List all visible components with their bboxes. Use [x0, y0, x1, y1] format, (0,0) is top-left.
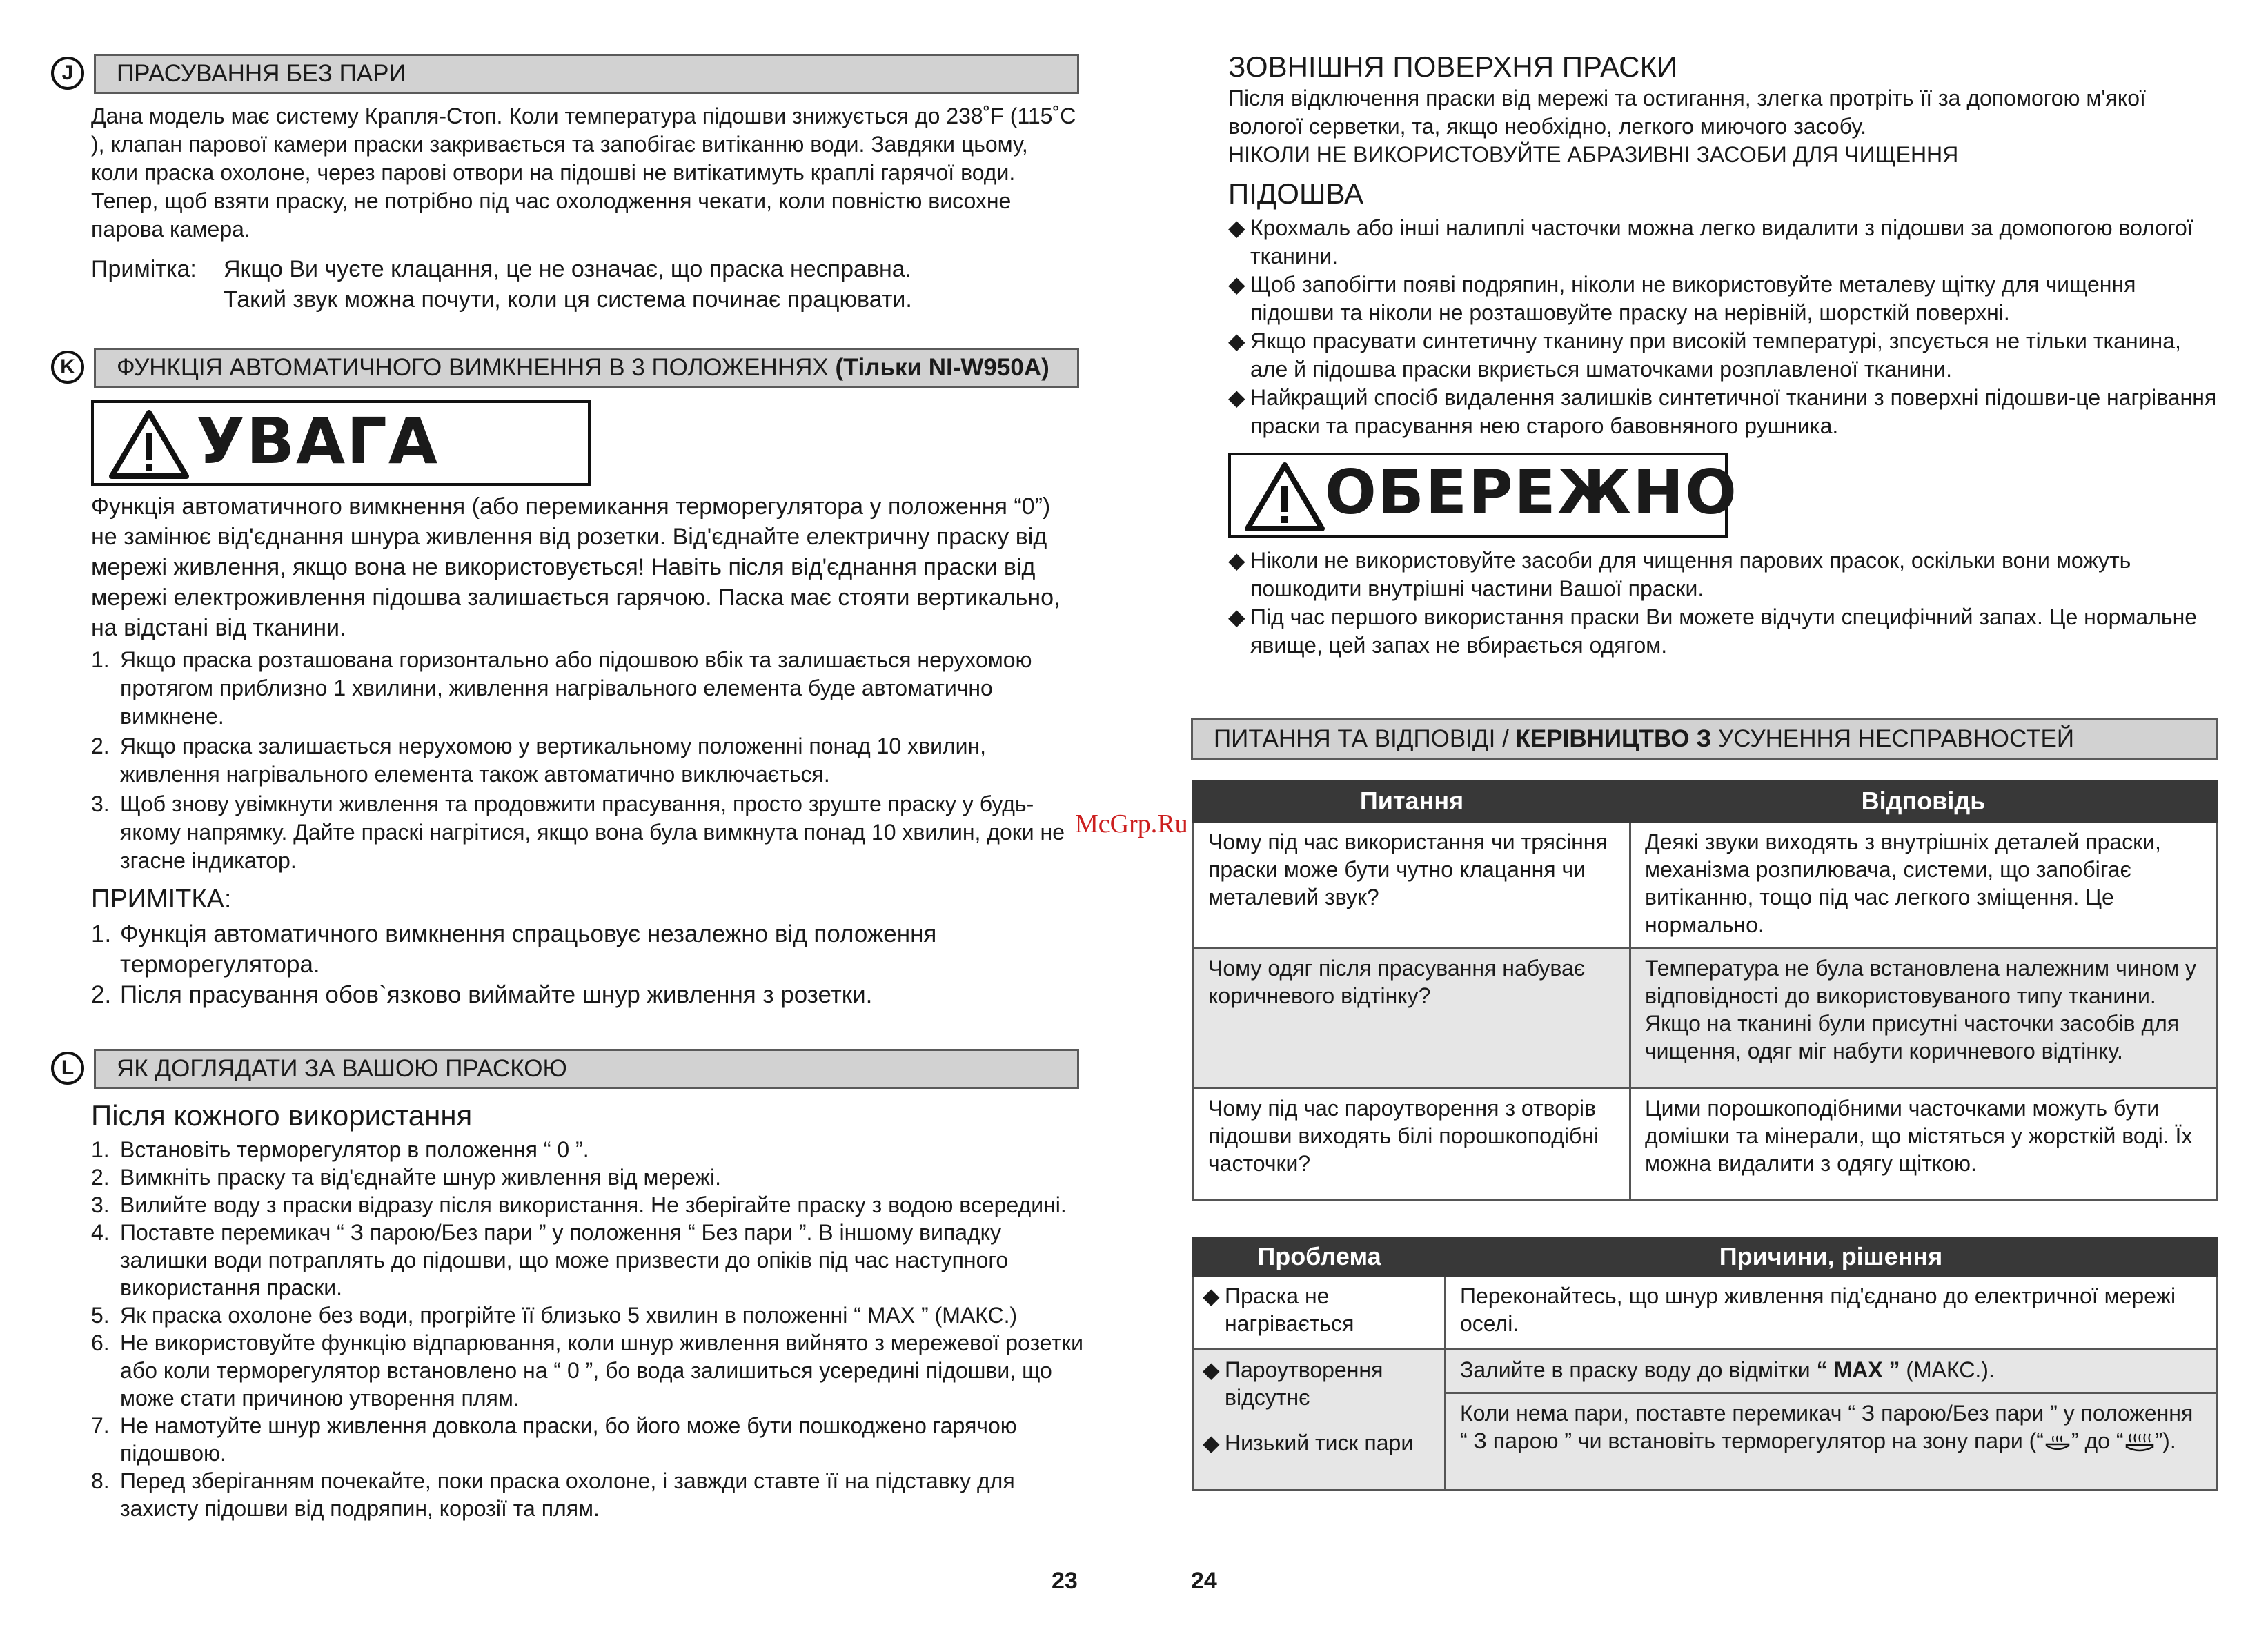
list-item: 5. Як праска охолоне без води, прогрійте її близько 5 хвилин в положенні “ MAX ” (МАКС.)	[91, 1303, 1018, 1328]
col-answer: Відповідь	[1630, 781, 2217, 822]
caution-box	[1228, 453, 1738, 538]
col-solution: Причини, рішення	[1446, 1238, 2217, 1276]
section-k-header	[94, 348, 1079, 388]
solution-1: Переконайтесь, що шнур живлення під'єднано до електричної мережі оселі.	[1446, 1276, 2217, 1350]
soleplate-list	[1228, 214, 2222, 440]
warning-triangle-icon	[108, 409, 190, 480]
faq-title-1: ПИТАННЯ ТА ВІДПОВІДІ /	[1214, 725, 1509, 752]
warning-word: УВАГА	[196, 404, 440, 478]
col-question: Питання	[1194, 781, 1630, 822]
problem-1: ◆ Праска не нагрівається	[1194, 1276, 1446, 1350]
faq-a3: Цими порошкоподібними часточками можуть бути домішки та мінерали, що містяться у жорсткій воді. Їх можна видалити з одягу щіткою.	[1630, 1088, 2217, 1201]
section-j-header	[94, 54, 1079, 94]
warning-box	[91, 400, 591, 486]
list-item: ◆ Під час першого використання праски Ви можете відчути специфічний запах. Це нормальне явище, цей запах не вбирається одягом.	[1228, 604, 2198, 658]
care-subtitle: Після кожного використання	[91, 1099, 473, 1132]
auto-off-list	[91, 646, 1078, 875]
list-item: 3. Щоб знову увімкнути живлення та продовжити прасування, просто зруште праску у будь-якому напрямку. Дайте праскі нагрітися, якщо вона була вимкнута понад 10 хвилин, доки не згасне індикатор.	[91, 791, 1065, 873]
faq-a1: Деякі звуки виходять з внутрішніх деталей праски, механізма розпилювача, системи, що запобігає витіканню, тощо під час легкого зміщення. Це нормально.	[1630, 822, 2217, 948]
list-item: ◆ Ніколи не використовуйте засоби для чищення парових прасок, оскільки вони можуть пошкодити внутрішні частини Вашої праски.	[1228, 548, 2131, 601]
warning-text: Функція автоматичного вимкнення (або перемикання терморегулятора у положення “0”) не замінює від'єднання шнура живлення від розетки. Від'єднайте електричну праску від мережі живлення, якщо вона не використовується! Навіть після від'єднання праски від мережі електроживлення підошва залишається гарячою. Паска має стояти вертикально, на відстані від тканини.	[91, 493, 1061, 641]
note-title: ПРИМІТКА:	[91, 885, 232, 914]
trouble-table	[1192, 1237, 2218, 1491]
low-steam-icon	[2044, 1435, 2071, 1451]
col-problem: Проблема	[1194, 1238, 1446, 1276]
list-item: 8. Перед зберіганням почекайте, поки праска охолоне, і завжди ставте її на підставку для захисту підошви від подряпин, корозії та плям.	[91, 1468, 1015, 1521]
list-item: ◆ Найкращий спосіб видалення залишків синтетичної тканини з поверхні підошви-це нагрівання праски та прасування нею старого бавовняного рушника.	[1228, 385, 2217, 438]
exterior-caps: НІКОЛИ НЕ ВИКОРИСТОВУЙТЕ АБРАЗИВНІ ЗАСОБИ ДЛЯ ЧИЩЕННЯ	[1228, 142, 1959, 167]
section-k-model: NI-W950A)	[928, 354, 1049, 381]
faq-q3: Чому під час пароутворення з отворів підошви виходять білі порошкоподібні часточки?	[1194, 1088, 1630, 1201]
list-item: 1. Встановіть терморегулятор в положення “ 0 ”.	[91, 1137, 589, 1162]
note-label: Примітка:	[91, 256, 197, 282]
faq-q1: Чому під час використання чи трясіння праски може бути чутно клацання чи металевий звук?	[1194, 822, 1630, 948]
list-item: 2. Вимкніть праску та від'єднайте шнур живлення від мережі.	[91, 1165, 721, 1190]
faq-title-3: УСУНЕННЯ НЕСПРАВНОСТЕЙ	[1718, 725, 2074, 752]
list-item: 2. Після прасування обов`язково виймайте шнур живлення з розетки.	[91, 981, 873, 1008]
section-l-letter: L	[51, 1052, 84, 1085]
list-item: ◆ Щоб запобігти появі подряпин, ніколи не використовуйте металеву щітку для чищення підошви та ніколи не розташовуйте праску на нерівній, шорсткій поверхні.	[1228, 272, 2136, 325]
faq-header	[1191, 718, 2218, 760]
faq-title-2: КЕРІВНИЦТВО З	[1515, 725, 1712, 752]
list-item: 1. Функція автоматичного вимкнення спрацьовує незалежно від положення терморегулятора.	[91, 921, 937, 978]
section-k-title-suffix: (Тільки	[835, 354, 922, 381]
list-item: 3. Вилийте воду з праски відразу після використання. Не зберігайте праску з водою всередині.	[91, 1192, 1067, 1217]
section-k-letter: K	[51, 351, 84, 384]
list-item: ◆ Якщо прасувати синтетичну тканину при високій температурі, зпсується не тільки тканина, але й підошва праски вкриється шматочками розплавленої тканини.	[1228, 328, 2181, 382]
section-j-letter: J	[51, 57, 84, 90]
list-item: 1. Якщо праска розташована горизонтально або підошвою вбік та залишається нерухомою протягом приблизно 1 хвилини, живлення нагрівального елемента буде автоматично вимкнене.	[91, 647, 1032, 729]
page-number-left: 23	[1052, 1568, 1078, 1594]
faq-a2: Температура не була встановлена належним чином у відповідності до використовуваного типу тканини. Якщо на тканині були присутні часточки засобів для чищення, одяг міг набути коричневого відтінку.	[1630, 948, 2217, 1088]
caution-word: ОБЕРЕЖНО	[1325, 457, 1738, 528]
section-l-header	[94, 1049, 1079, 1089]
exterior-title: ЗОВНІШНЯ ПОВЕРХНЯ ПРАСКИ	[1228, 50, 1678, 83]
section-l-title: ЯК ДОГЛЯДАТИ ЗА ВАШОЮ ПРАСКОЮ	[117, 1055, 567, 1082]
list-item: 4. Поставте перемикач “ З парою/Без пари ” у положення “ Без пари ”. В іншому випадку залишки води потраплять до підошви, що може призвести до опіків під час наступного використання праски.	[91, 1220, 1009, 1300]
solution-2: Залийте в праску воду до відмітки “ MAX ” (МАКС.).	[1446, 1350, 2217, 1393]
note-list	[91, 919, 1078, 1010]
exterior-text: Після відключення праски від мережі та остигання, злегка протріть її за допомогою м'якої вологої серветки, та, якщо необхідно, легкого миючого засобу.	[1228, 86, 2146, 139]
list-item: 7. Не намотуйте шнур живлення довкола праски, бо його може бути пошкоджено гарячою підошвою.	[91, 1413, 1017, 1466]
warning-triangle-icon	[1243, 461, 1326, 533]
note-line-1: Якщо Ви чуєте клацання, це не означає, що праска несправна.	[224, 256, 912, 282]
list-item: 6. Не використовуйте функцію відпарювання, коли шнур живлення вийнято з мережевої розетки або коли терморегулятор встановлено на “ 0 ”, бо вода залишиться усередині підошви, що може стати причиною утворення плям.	[91, 1330, 1084, 1410]
section-k-title: ФУНКЦІЯ АВТОМАТИЧНОГО ВИМКНЕННЯ В 3 ПОЛОЖЕННЯХ	[117, 354, 829, 381]
high-steam-icon	[2124, 1433, 2156, 1453]
list-item: 2. Якщо праска залишається нерухомою у вертикальному положенні понад 10 хвилин, живлення нагрівального елемента також автоматично виключається.	[91, 734, 987, 787]
soleplate-title: ПІДОШВА	[1228, 177, 1364, 210]
care-list	[91, 1136, 1085, 1522]
caution-list	[1228, 547, 2222, 660]
solution-3: Коли нема пари, поставте перемикач “ З парою/Без пари ” у положення “ З парою ” чи встановіть терморегулятор на зону пари (“ ” до “ ”).	[1446, 1393, 2217, 1490]
faq-q2: Чому одяг після прасування набуває коричневого відтінку?	[1194, 948, 1630, 1088]
watermark: McGrp.Ru	[1075, 809, 1188, 838]
page-number-right: 24	[1191, 1568, 1217, 1594]
section-j-note	[91, 254, 1078, 315]
section-j-body: Дана модель має систему Крапля-Стоп. Коли температура підошви знижується до 238˚F (115˚C ), клапан парової камери праски закривається та запобігає витіканню води. Завдяки цьому, коли праска охолоне, через парові отвори на підошві не витікатимуть краплі гарячої води. Тепер, щоб взяти праску, не потрібно під час охолодження чекати, коли повністю висохне парова камера.	[91, 104, 1076, 242]
faq-table	[1192, 780, 2218, 1201]
problem-2-3: ◆ Пароутворення відсутнє ◆ Низький тиск пари	[1194, 1350, 1446, 1490]
section-j-title: ПРАСУВАННЯ БЕЗ ПАРИ	[117, 60, 406, 87]
list-item: ◆ Крохмаль або інші налиплі часточки можна легко видалити з підошви за домопогою вологої тканини.	[1228, 215, 2193, 268]
note-line-2: Такий звук можна почути, коли ця система починає працювати.	[224, 286, 912, 313]
